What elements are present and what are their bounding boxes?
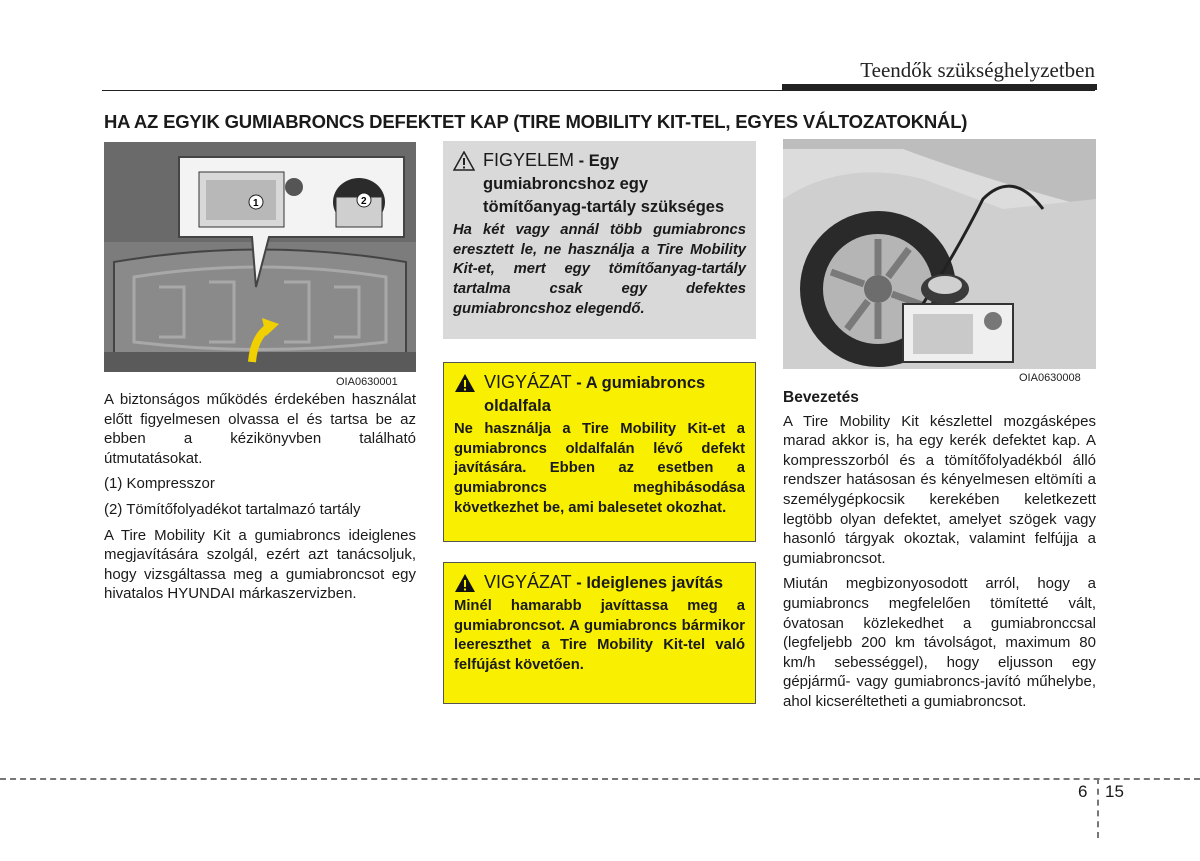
section-number: 6 xyxy=(1078,782,1088,801)
warning-icon xyxy=(454,573,476,593)
right-paragraph: A Tire Mobility Kit készlettel mozgásképes marad akkor is, ha egy kerék defektet kap. A kompresszorból és a tömítőfolyadékból álló rendszer hatásosan és kényelmesen eltömíti a személygépkocsik kerekében keletkezett legtöbb olyan defektet, amelyet szögek vagy hasonló tárgyak okoztak, valamint felfújja a gumiabroncsot. xyxy=(783,412,1096,567)
left-paragraph: A Tire Mobility Kit a gumiabroncs ideiglenes megjavítására szolgál, ezért azt tanácsoljuk, hogy vizsgáltassa meg a gumiabroncsot egy hivatalos HYUNDAI márkaszervizben. xyxy=(104,526,416,603)
caution-box-temporary-repair xyxy=(443,562,756,704)
note-box xyxy=(443,141,756,339)
footer-rule xyxy=(0,778,1200,780)
note-keyword: FIGYELEM xyxy=(483,150,575,170)
header-rule xyxy=(102,90,1095,91)
wheel-figure xyxy=(783,139,1096,369)
note-body: Ha két vagy annál több gumiabroncs eresztett le, ne használja a Tire Mobility Kit-et, mert egy tömítőanyag-tartály tartalma csak egy defektes gumiabroncshoz elegendő. xyxy=(453,222,746,317)
left-paragraph: (2) Tömítőfolyadékot tartalmazó tartály xyxy=(104,500,361,518)
figure-code-right: OIA0630008 xyxy=(1019,372,1081,384)
caution-title xyxy=(484,571,723,594)
caution-subtitle: - A gumiabroncs oldalfala xyxy=(484,374,706,415)
right-column xyxy=(783,388,1096,718)
callout-1: 1 xyxy=(253,198,259,209)
page-number: 15 xyxy=(1105,782,1124,801)
section-heading: HA AZ EGYIK GUMIABRONCS DEFEKTET KAP (TIRE MOBILITY KIT-TEL, EGYES VÁLTOZATOKNÁL) xyxy=(104,111,968,132)
warning-icon xyxy=(454,373,476,393)
callout-2: 2 xyxy=(361,196,367,207)
figure-code-left: OIA0630001 xyxy=(336,376,398,388)
caution-body: Ne használja a Tire Mobility Kit-et a gumiabroncs oldalfalán lévő defekt javítására. Ebben az esetben a gumiabroncs meghibásodása következhet be, ami balesetet okozhat. xyxy=(454,421,745,516)
header-title: Teendők szükséghelyzetben xyxy=(860,58,1095,82)
left-column xyxy=(104,390,416,610)
footer-divider xyxy=(1097,778,1099,838)
warning-icon xyxy=(453,151,475,171)
caution-keyword: VIGYÁZAT xyxy=(484,372,572,392)
subheading: Bevezetés xyxy=(783,389,859,406)
caution-keyword: VIGYÁZAT xyxy=(484,572,572,592)
left-paragraph: (1) Kompresszor xyxy=(104,475,215,493)
caution-box-sidewall xyxy=(443,362,756,542)
caution-subtitle: - Ideiglenes javítás xyxy=(571,574,723,592)
trunk-figure xyxy=(104,142,416,372)
note-title xyxy=(483,149,746,218)
caution-title xyxy=(484,371,745,417)
right-paragraph: Miután megbizonyosodott arról, hogy a gumiabroncs megfelelően tömítetté vált, óvatosan közlekedhet a gumiabronccsal (legfeljebb 200 km távolságot, maximum 80 km/h sebességgel), hogy eljusson egy gépjármű- vagy gumiabroncs-javító műhelybe, ahol kicseréltetheti a gumiabroncsot. xyxy=(783,575,1096,710)
note-subtitle: - Egy gumiabroncshoz egy tömítőanyag-tartály szükséges xyxy=(483,152,725,216)
left-paragraph: A biztonságos működés érdekében használat előtt figyelmesen olvassa el és tartsa be az ebben a kézikönyvben található útmutatásokat. xyxy=(104,391,416,467)
caution-body: Minél hamarabb javíttassa meg a gumiabroncsot. A gumiabroncs bármikor leereszthet a Tire Mobility Kit-tel való felfújást követően. xyxy=(454,598,745,674)
